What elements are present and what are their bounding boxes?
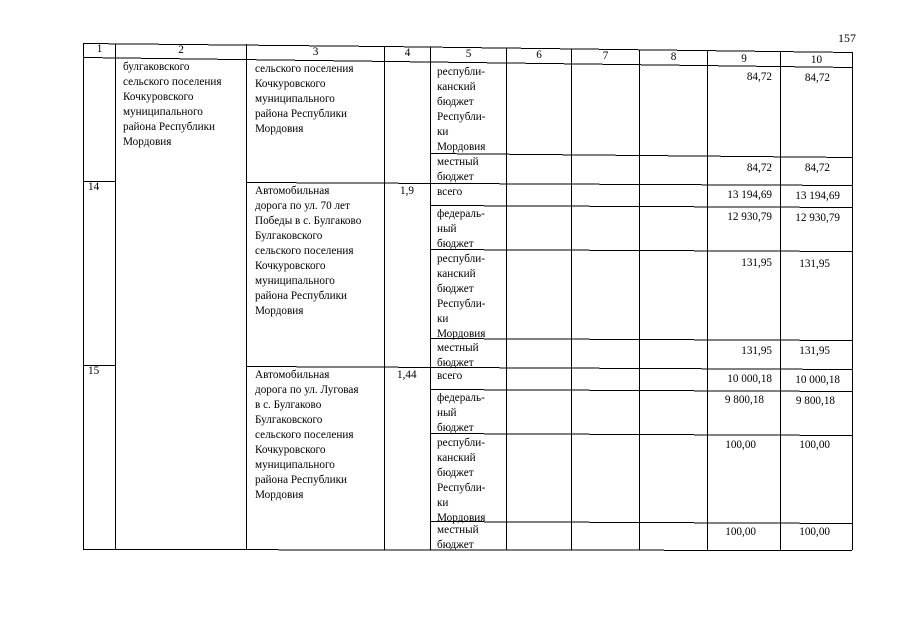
object-line: Автомобильная	[255, 369, 330, 381]
source-label: ки	[437, 497, 449, 509]
source-label: Мордовия	[437, 512, 486, 524]
source-label: республи-	[437, 66, 485, 78]
object-line: Кочкуровского	[255, 260, 326, 272]
header-col-7: 7	[602, 50, 609, 62]
value-col-10: 13 194,69	[795, 190, 840, 202]
value-col-9: 131,95	[741, 257, 772, 269]
col2-line: муниципального	[123, 106, 203, 118]
source-label: бюджет	[437, 467, 474, 479]
source-label: федераль-	[437, 392, 485, 404]
source-label: Республи-	[437, 298, 486, 310]
header-col-3: 3	[312, 46, 319, 58]
object-line: Мордовия	[255, 123, 304, 135]
value-col-10: 131,95	[799, 258, 830, 270]
source-label: всего	[437, 370, 463, 382]
length-km: 1,44	[397, 369, 417, 381]
header-col-2: 2	[178, 44, 184, 56]
object-line: сельского поселения	[255, 245, 354, 257]
object-line: Победы в с. Булгаково	[255, 215, 362, 227]
col2-line: района Республики	[123, 121, 216, 133]
source-label: федераль-	[437, 208, 485, 220]
row-number: 14	[88, 181, 100, 193]
source-label: местный	[437, 524, 479, 536]
col2-line: булгаковского	[123, 61, 190, 73]
col2-line: Кочкуровского	[123, 91, 194, 103]
source-label: ки	[437, 126, 449, 138]
object-line: в с. Булгаково	[255, 399, 322, 411]
object-line: муниципального	[255, 275, 335, 287]
source-label: бюджет	[437, 283, 474, 295]
source-label: Республи-	[437, 482, 486, 494]
source-label: местный	[437, 342, 479, 354]
object-line: района Республики	[255, 290, 348, 302]
header-col-5: 5	[465, 48, 472, 60]
source-label: бюджет	[437, 357, 474, 369]
source-label: бюджет	[437, 539, 474, 551]
source-label: ки	[437, 313, 449, 325]
header-col-9: 9	[741, 53, 747, 65]
page-number: 157	[838, 31, 856, 45]
header-col-10: 10	[810, 54, 823, 66]
header-col-1: 1	[96, 43, 103, 55]
object-line: Кочкуровского	[255, 78, 326, 90]
value-col-9: 100,00	[725, 439, 756, 451]
header-col-6: 6	[536, 49, 542, 61]
source-label: ный	[437, 407, 457, 419]
header-col-8: 8	[670, 51, 677, 63]
value-col-9: 84,72	[746, 162, 772, 174]
value-col-9: 12 930,79	[727, 211, 772, 223]
value-col-10: 84,72	[804, 72, 830, 84]
object-line: дорога по ул. Луговая	[255, 384, 359, 396]
source-label: бюджет	[437, 171, 474, 183]
value-col-10: 10 000,18	[795, 374, 840, 386]
value-col-9: 100,00	[725, 526, 756, 538]
source-label: бюджет	[437, 238, 474, 250]
value-col-10: 100,00	[799, 526, 830, 538]
source-label: Мордовия	[437, 328, 486, 340]
source-label: местный	[437, 156, 479, 168]
header-col-4: 4	[404, 47, 411, 59]
object-line: Мордовия	[255, 305, 304, 317]
value-col-9: 84,72	[746, 71, 772, 83]
object-line: сельского поселения	[255, 429, 354, 441]
value-col-9: 131,95	[741, 345, 772, 357]
value-col-10: 12 930,79	[795, 212, 840, 224]
object-line: дорога по ул. 70 лет	[255, 200, 350, 212]
source-label: республи-	[437, 437, 485, 449]
object-line: муниципального	[255, 459, 335, 471]
source-label: Республи-	[437, 111, 486, 123]
source-label: канский	[437, 81, 476, 93]
object-line: района Республики	[255, 108, 348, 120]
object-line: Булгаковского	[255, 414, 323, 426]
value-col-10: 131,95	[799, 345, 830, 357]
object-line: Кочкуровского	[255, 444, 326, 456]
object-line: Автомобильная	[255, 185, 330, 197]
value-col-9: 13 194,69	[727, 189, 772, 201]
col2-line: сельского поселения	[123, 76, 222, 88]
value-col-10: 9 800,18	[795, 395, 835, 407]
source-label: всего	[437, 186, 463, 198]
value-col-9: 9 800,18	[724, 394, 764, 406]
col2-line: Мордовия	[123, 136, 172, 148]
source-label: республи-	[437, 253, 485, 265]
object-line: Булгаковского	[255, 230, 323, 242]
object-line: Мордовия	[255, 489, 304, 501]
source-label: канский	[437, 268, 476, 280]
value-col-10: 84,72	[804, 162, 830, 174]
object-line: муниципального	[255, 93, 335, 105]
length-km: 1,9	[400, 185, 414, 197]
value-col-9: 10 000,18	[727, 373, 772, 385]
object-line: района Республики	[255, 474, 348, 486]
source-label: бюджет	[437, 96, 474, 108]
object-line: сельского поселения	[255, 63, 354, 75]
source-label: канский	[437, 452, 476, 464]
source-label: ный	[437, 223, 457, 235]
value-col-10: 100,00	[799, 439, 830, 451]
source-label: бюджет	[437, 422, 474, 434]
row-number: 15	[88, 365, 100, 377]
source-label: Мордовия	[437, 141, 486, 153]
